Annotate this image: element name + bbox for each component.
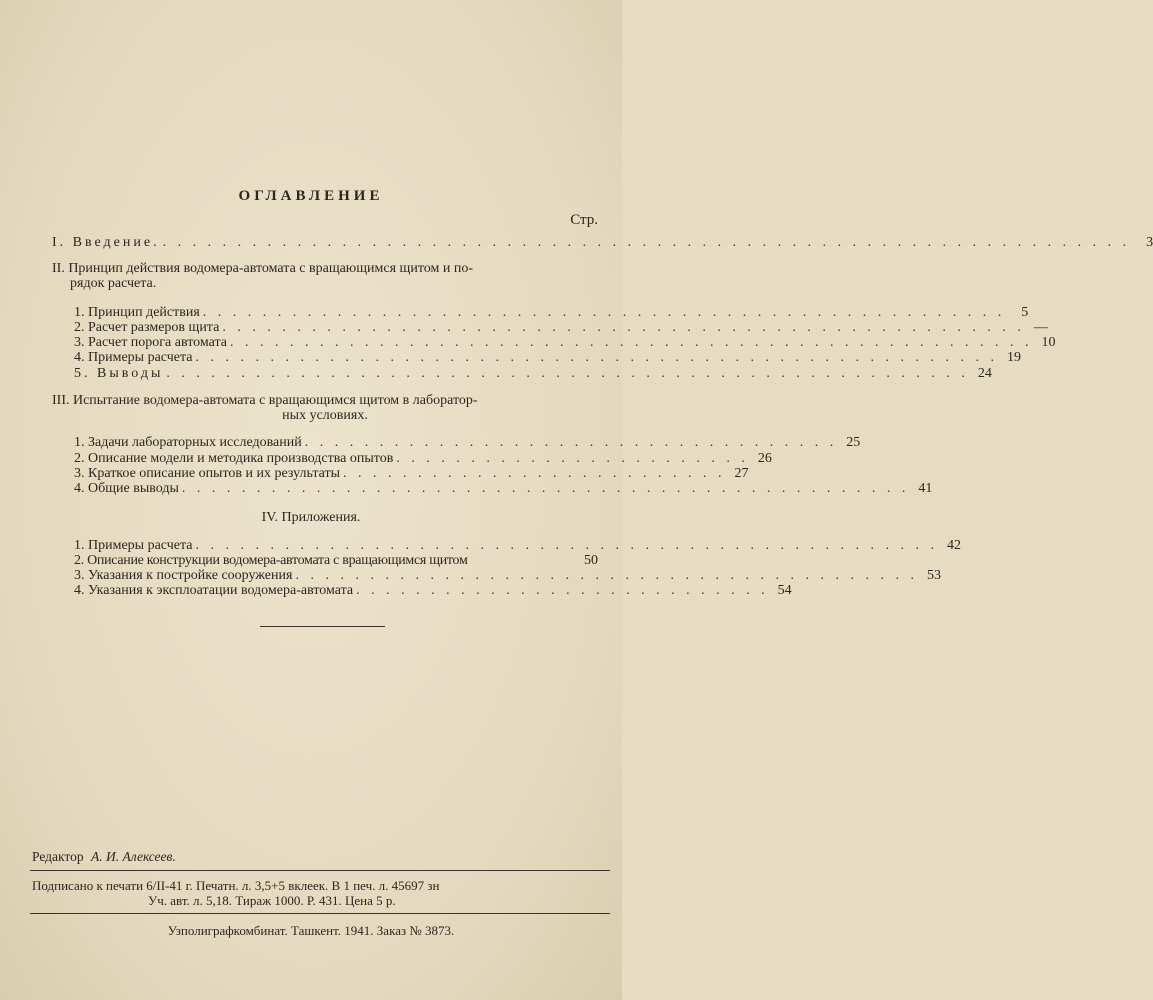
dot-leader: . . . . . . . . . . . . . . . . . . . . . . . . . . . . <box>356 583 769 598</box>
section-heading-line: ных условиях. <box>282 408 368 423</box>
toc-entry-page: 5 <box>1021 305 1029 320</box>
toc-entry-page: 54 <box>777 583 792 598</box>
toc-entry-label: 1. Принцип действия <box>74 305 200 320</box>
dot-leader: . . . . . . . . . . . . . . . . . . . . . . . . . . . . . . . . . . . . . . . . . . . . . . . . . <box>181 481 910 496</box>
toc-entry <box>74 538 961 554</box>
toc-entry <box>74 568 941 584</box>
dot-leader: . . . . . . . . . . . . . . . . . . . . . . . . . . . . . . . . . . . . . . . . . . . . . . . . . . . . . . . . . . . . . . . . . <box>162 235 1131 250</box>
toc-entry <box>74 481 933 497</box>
toc-entry-label: 2. Описание конструкции водомера-автомата с вращающимся щитом <box>74 553 468 568</box>
toc-entry <box>74 583 792 599</box>
dot-leader: . . . . . . . . . . . . . . . . . . . . . . . . . . . . . . . . . . . . . . . . . . . . . . . . . . . . . . <box>230 335 1033 350</box>
editor-label: Редактор <box>32 849 84 864</box>
toc-entry-page: 42 <box>947 538 961 553</box>
section-heading: IV. Приложения. <box>261 510 361 525</box>
toc-entry <box>74 451 772 467</box>
toc-entry-label: 1. Примеры расчета <box>74 538 193 553</box>
toc-entry-label: 2. Расчет размеров щита <box>74 320 220 335</box>
section-heading-line: рядок расчета. <box>70 276 157 291</box>
section-heading <box>52 393 598 423</box>
toc-entry-label: 1. Задачи лабораторных исследований <box>74 435 302 450</box>
dot-leader: . . . . . . . . . . . . . . . . . . . . . . . . . . . . . . . . . . . . . . . . . . . . . . . . . . . . . . <box>195 350 998 365</box>
toc-entry-page: 53 <box>926 568 941 583</box>
toc-entry <box>74 366 992 382</box>
toc-entry-label: 2. Описание модели и методика производства опытов <box>74 451 394 466</box>
section-heading-line: II. Принцип действия водомера-автомата с вращающимся щитом и по- <box>52 261 473 276</box>
toc-entry-label: 3. Расчет порога автомата <box>74 335 228 350</box>
toc-entry-label: 4. Примеры расчета <box>74 350 193 365</box>
toc-entry-label: 4. Общие выводы <box>74 481 179 496</box>
toc-entry-label: I. Введение. <box>52 235 160 250</box>
toc-entry <box>74 305 1029 321</box>
divider <box>260 626 385 627</box>
toc-entry-page: — <box>1033 320 1048 335</box>
imprint-line: Подписано к печати 6/II-41 г. Печатн. л. 3,5+5 вклеек. В 1 печ. л. 45697 зн <box>32 878 440 893</box>
dot-leader: . . . . . . . . . . . . . . . . . . . . . . . . . . . . . . . . . . . . . . . . . . . . . . . . . . . . . . <box>166 366 969 381</box>
toc-entry-page: 25 <box>846 435 861 450</box>
toc-entry <box>74 435 861 451</box>
toc-entry <box>74 335 1056 351</box>
toc-entry-label: 5. Выводы <box>74 366 164 381</box>
toc-entry-page: 50 <box>584 553 598 568</box>
page-column-label: Стр. <box>570 212 598 228</box>
dot-leader: . . . . . . . . . . . . . . . . . . . . . . . . . . . . . . . . . . . . . . . . . . <box>295 568 918 583</box>
section-heading <box>52 261 598 291</box>
section-heading-line: III. Испытание водомера-автомата с вращающимся щитом в лаборатор- <box>52 393 478 408</box>
toc-entry <box>74 466 749 482</box>
toc-entry <box>74 350 1021 366</box>
dot-leader: . . . . . . . . . . . . . . . . . . . . . . . . <box>396 451 749 466</box>
imprint-line: Уч. авт. л. 5,18. Тираж 1000. Р. 431. Цена 5 р. <box>148 893 396 908</box>
toc-entry-page: 3 <box>1146 235 1153 250</box>
toc-entry <box>74 553 598 569</box>
imprint-line: Узполиграфкомбинат. Ташкент. 1941. Заказ № 3873. <box>167 923 455 938</box>
toc-entry <box>52 235 1153 251</box>
dot-leader: . . . . . . . . . . . . . . . . . . . . . . . . . . <box>343 466 726 481</box>
toc-entry-page: 26 <box>757 451 772 466</box>
page-title: ОГЛАВЛЕНИЕ <box>238 188 384 204</box>
dot-leader: . . . . . . . . . . . . . . . . . . . . . . . . . . . . . . . . . . . . . . . . . . . . . . . . . . . . . . <box>202 305 1006 320</box>
dot-leader: . . . . . . . . . . . . . . . . . . . . . . . . . . . . . . . . . . . . <box>304 435 838 450</box>
toc-entry-page: 41 <box>918 481 933 496</box>
dot-leader: . . . . . . . . . . . . . . . . . . . . . . . . . . . . . . . . . . . . . . . . . . . . . . . . . . <box>195 538 938 553</box>
editor-name: А. И. Алексеев. <box>90 849 176 864</box>
toc-entry <box>74 320 1048 336</box>
divider <box>30 870 610 871</box>
toc-entry-label: 4. Указания к эксплоатации водомера-автомата <box>74 583 354 598</box>
toc-entry-page: 24 <box>977 366 992 381</box>
divider <box>30 913 610 914</box>
toc-entry-label: 3. Указания к постройке сооружения <box>74 568 293 583</box>
editor-line <box>32 849 176 865</box>
toc-entry-label: 3. Краткое описание опытов и их результаты <box>74 466 340 481</box>
dot-leader: . . . . . . . . . . . . . . . . . . . . . . . . . . . . . . . . . . . . . . . . . . . . . . . . . . . . . . <box>222 320 1025 335</box>
toc-entry-page: 19 <box>1007 350 1021 365</box>
toc-entry-page: 27 <box>734 466 749 481</box>
toc-entry-page: 10 <box>1041 335 1056 350</box>
